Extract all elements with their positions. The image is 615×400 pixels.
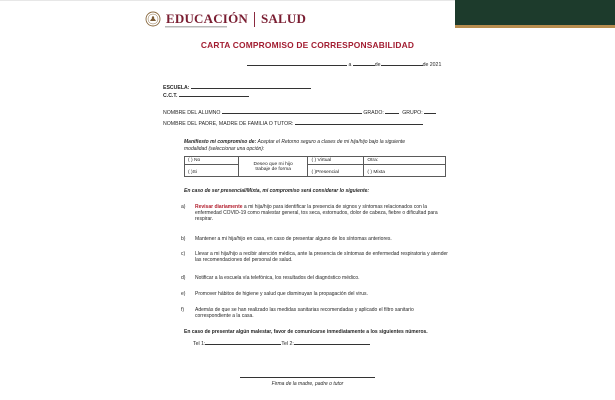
modality-table	[184, 156, 446, 177]
trabaje-label: trabaje de forma	[255, 166, 291, 172]
item-text: Mantener a mi hija/hijo en casa, en caso de presentar alguno de los síntomas anteriores.	[195, 236, 392, 242]
student-row	[163, 108, 436, 116]
date-de: de	[374, 62, 381, 68]
list-item	[181, 291, 451, 299]
grade-blank[interactable]	[385, 108, 399, 114]
option-presencial[interactable]: ( )Presencial	[311, 170, 339, 175]
item-text: a mi hija/hijo para identificar la presencia de signos y síntomas relacionados con la enfermedad COVID-19 como malestar general, tos seca, estornudos, dolor de cabeza, fiebre o dificultad para respirar.	[195, 204, 438, 223]
phones-row	[193, 339, 370, 347]
student-label: NOMBRE DEL ALUMNO	[163, 110, 221, 116]
list-item	[181, 275, 451, 283]
manifest-line2: modalidad (seleccionar una opción):	[184, 146, 265, 152]
logo-divider	[254, 12, 255, 27]
option-no[interactable]: ( ) No	[188, 158, 201, 163]
coat-of-arms-icon	[145, 11, 161, 27]
parent-row	[163, 119, 423, 127]
logo-subline	[165, 26, 227, 28]
manifest-rest: Aceptar el Retorno seguro a clases de mi hija/hijo bajo la siguiente	[256, 139, 406, 145]
option-virtual[interactable]: ( ) Virtual	[311, 158, 332, 163]
item-highlight: Revisar diariamente	[195, 204, 243, 210]
cct-label: C.C.T.	[163, 93, 178, 99]
signature-line[interactable]	[240, 377, 375, 378]
tel1-label: Tel 1:	[193, 341, 206, 347]
parent-label: NOMBRE DEL PADRE, MADRE DE FAMILIA O TUTOR:	[163, 121, 294, 127]
cct-row	[163, 91, 249, 99]
item-letter: d)	[181, 275, 186, 281]
item-letter: a)	[181, 204, 186, 210]
item-letter: b)	[181, 236, 186, 242]
place-blank[interactable]	[247, 60, 347, 66]
group-label: GRUPO:	[402, 110, 423, 116]
item-letter: e)	[181, 291, 186, 297]
header-banner	[455, 0, 615, 28]
tel2-blank[interactable]	[294, 339, 370, 345]
item-text: Notificar a la escuela vía telefónica, los resultados del diagnóstico médico.	[195, 275, 360, 281]
item-text: Llevar a mi hija/hijo a recibir atención médica, ante la presencia de síntomas de enfermedad respiratoria y atender las recomendaciones del personal de salud.	[195, 251, 448, 264]
list-item	[181, 251, 451, 265]
list-item	[181, 236, 451, 244]
item-letter: f)	[181, 307, 185, 313]
list-item	[181, 204, 451, 224]
date-line	[247, 60, 441, 68]
student-blank[interactable]	[222, 108, 362, 114]
logo-salud: SALUD	[260, 11, 307, 26]
document-title: CARTA COMPROMISO DE CORRESPONSABILIDAD	[200, 40, 415, 50]
logo-educacion: EDUCACIÓN	[166, 11, 248, 26]
parent-blank[interactable]	[295, 119, 423, 125]
manifest-bold: Manifiesto mi compromiso de:	[184, 139, 257, 145]
option-si[interactable]: ( )Si	[188, 170, 197, 175]
signature-label: Firma de la madre, padre o tutor	[271, 381, 344, 387]
group-blank[interactable]	[424, 108, 436, 114]
school-blank[interactable]	[191, 83, 311, 89]
malestar-line: En caso de presentar algún malestar, favor de comunicarse inmediatamente a los siguientes números.	[184, 329, 428, 335]
school-label: ESCUELA:	[163, 85, 190, 91]
day-blank[interactable]	[353, 60, 375, 66]
manifest-line	[184, 139, 405, 145]
list-item	[181, 307, 451, 321]
option-otra[interactable]: Otra:	[367, 158, 379, 163]
grade-label: GRADO:	[363, 110, 384, 116]
cct-blank[interactable]	[179, 91, 249, 97]
item-text: Promover hábitos de higiene y salud que disminuyan la propagación del virus.	[195, 291, 368, 297]
school-row	[163, 83, 311, 91]
option-mixta[interactable]: ( ) Mixta	[367, 170, 386, 175]
month-blank[interactable]	[381, 60, 423, 66]
item-letter: c)	[181, 251, 186, 257]
tel1-blank[interactable]	[205, 339, 281, 345]
tel2-label: Tel 2:	[281, 341, 294, 347]
date-a: a	[348, 62, 352, 68]
date-year: de 2021	[422, 62, 442, 68]
deseo-label: Deseo que mi hijo	[253, 161, 293, 167]
case-line: En caso de ser presencial/Mixta, mi compromiso será considerar lo siguiente:	[184, 188, 370, 194]
item-text: Además de que se han realizado las medidas sanitarias recomendadas y aplicado el filtro sanitario correspondiente a la casa.	[195, 307, 414, 320]
